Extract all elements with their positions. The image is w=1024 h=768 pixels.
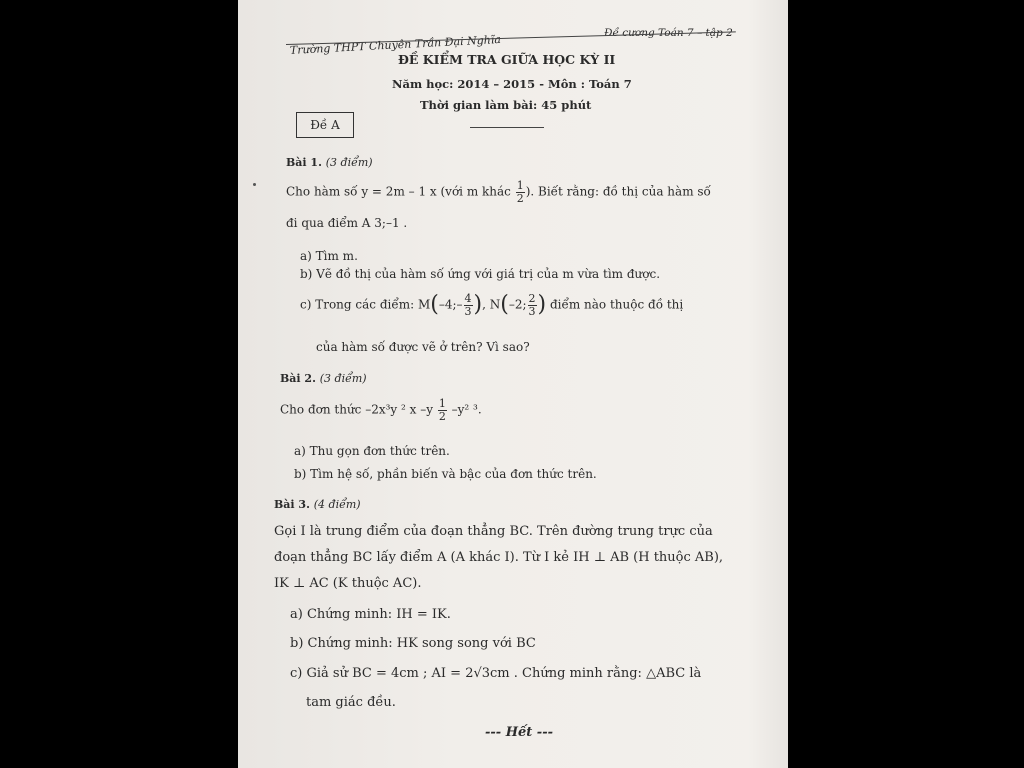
bai1-title: Bài 1.: [286, 156, 322, 169]
bai1-line1-text: Cho hàm số y = 2m – 1 x (với m khác: [286, 184, 515, 199]
bai3-c1: c) Giả sử BC = 4cm ; AI = 2√3cm . Chứng minh rằng: △ABC là: [290, 666, 702, 681]
bai2-b: b) Tìm hệ số, phần biến và bậc của đơn thức trên.: [294, 467, 597, 481]
bai3-p2: đoạn thẳng BC lấy điểm A (A khác I). Từ I kẻ IH ⊥ AB (H thuộc AB),: [274, 550, 724, 565]
bai3-heading: [274, 498, 361, 511]
fraction-den: 3: [464, 304, 472, 318]
bai1-c-line2: của hàm số được vẽ ở trên? Vì sao?: [316, 340, 530, 354]
paren-open: (: [500, 292, 509, 318]
bai2-monomial: Cho đơn thức –2x³y ² x –y: [280, 402, 437, 417]
bai2-title: Bài 2.: [280, 372, 316, 385]
school-name: Trường THPT Chuyên Trần Đại Nghĩa: [289, 32, 502, 57]
title-underline: [470, 127, 544, 128]
fraction-den: 3: [528, 304, 536, 318]
paren-open: (: [430, 292, 439, 318]
bai3-p3: IK ⊥ AC (K thuộc AC).: [274, 576, 422, 591]
paren-close: ): [537, 292, 547, 318]
bai1-points: (3 điểm): [325, 156, 373, 169]
bai2-heading: [280, 372, 367, 385]
exam-year: Năm học: 2014 – 2015 - Môn : Toán 7: [392, 77, 632, 91]
fraction-den: 2: [438, 409, 446, 423]
end-mark: --- Hết ---: [485, 725, 553, 740]
bai2-a: a) Thu gọn đơn thức trên.: [294, 444, 450, 458]
bai3-title: Bài 3.: [274, 498, 310, 511]
bai2-monomial-end: –y² ³.: [447, 402, 482, 417]
exam-page: [238, 0, 788, 768]
exam-time: Thời gian làm bài: 45 phút: [420, 98, 592, 112]
bai1-c-end: điểm nào thuộc đồ thị: [546, 297, 684, 312]
bai1-a: a) Tìm m.: [300, 249, 358, 263]
fraction: [516, 180, 525, 204]
fraction-num: 2: [528, 292, 536, 305]
paren-close: ): [473, 292, 483, 318]
point-m: –4;–: [438, 297, 463, 312]
bai1-b: b) Vẽ đồ thị của hàm số ứng với giá trị của m vừa tìm được.: [300, 267, 661, 281]
outline-label: Đề cương Toán 7 – tập 2: [604, 27, 733, 39]
exam-title: ĐỀ KIỂM TRA GIỮA HỌC KỲ II: [398, 52, 616, 67]
bai2-line1: [280, 398, 482, 422]
exam-code-box: Đề A: [296, 112, 354, 138]
bai3-points: (4 điểm): [313, 498, 361, 511]
bai1-c-text: c) Trong các điểm: M: [300, 297, 431, 312]
fraction: [528, 293, 537, 317]
point-separator: , N: [482, 297, 501, 312]
fraction-den: 2: [516, 191, 524, 205]
margin-dot: [253, 183, 256, 186]
bai3-b: b) Chứng minh: HK song song với BC: [290, 636, 536, 651]
bai3-c2: tam giác đều.: [306, 695, 396, 710]
fraction: [438, 398, 447, 422]
fraction-num: 1: [516, 179, 524, 192]
bai1-line1-end: ). Biết rằng: đồ thị của hàm số: [525, 184, 711, 199]
point-n: –2;: [508, 297, 527, 312]
bai1-line1: [286, 180, 711, 204]
bai1-line2: đi qua điểm A 3;–1 .: [286, 216, 408, 230]
bai3-p1: Gọi I là trung điểm của đoạn thẳng BC. Trên đường trung trực của: [274, 524, 713, 539]
bai2-points: (3 điểm): [319, 372, 367, 385]
bai1-heading: [286, 156, 373, 169]
fraction: [464, 293, 473, 317]
fraction-num: 4: [464, 292, 472, 305]
bai3-a: a) Chứng minh: IH = IK.: [290, 607, 451, 622]
bai1-c: [300, 293, 683, 317]
fraction-num: 1: [438, 397, 446, 410]
